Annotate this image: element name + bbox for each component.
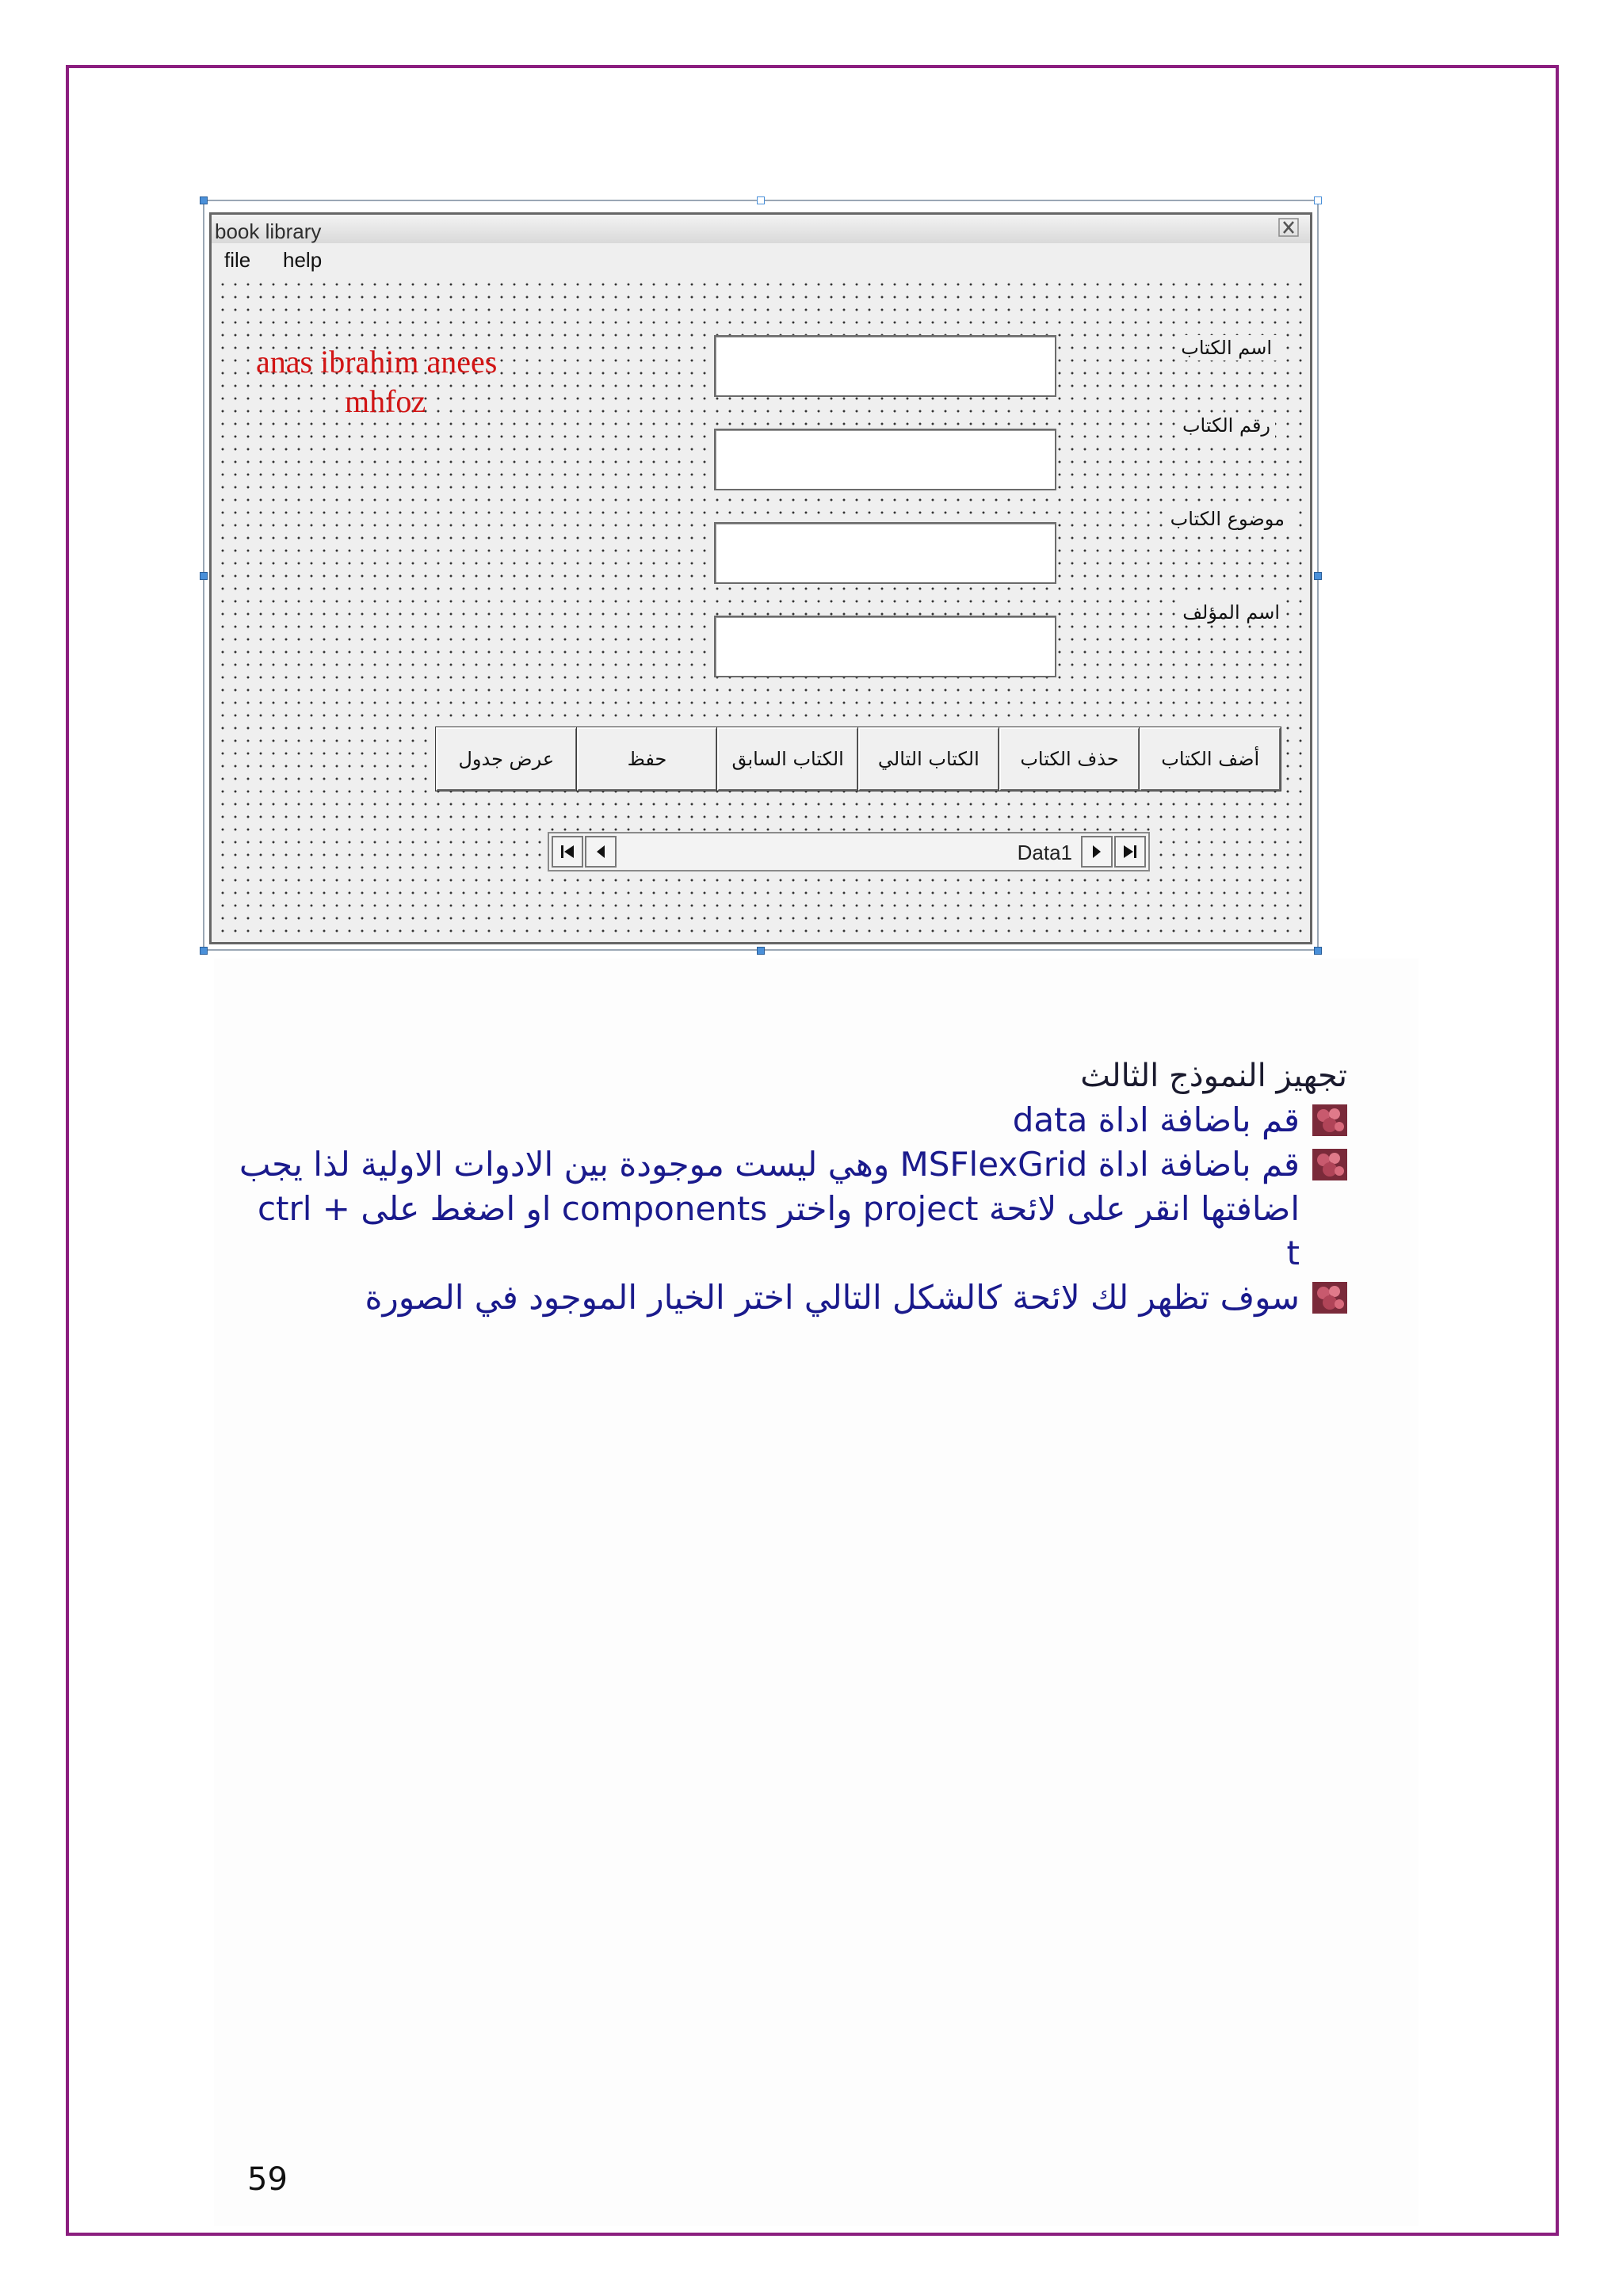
first-record-button[interactable] [552,836,583,868]
instruction-text [214,1054,1347,1320]
next-book-button[interactable]: الكتاب التالي [858,727,999,791]
book-library-form [209,212,1312,944]
bullet-text: قم باضافة اداة MSFlexGrid وهي ليست موجودة بين الادوات الاولية لذا يجب [239,1145,1300,1184]
data-control-caption: Data1 [1017,841,1072,864]
previous-record-icon [591,842,610,861]
label-book-name: اسم الكتاب [1176,335,1277,360]
add-book-button[interactable]: أضف الكتاب [1140,727,1281,791]
save-button[interactable]: حفظ [577,727,718,791]
data-control[interactable] [548,832,1150,871]
next-record-icon [1087,842,1106,861]
last-record-button[interactable] [1114,836,1146,868]
resize-handle-bottom[interactable] [757,947,765,955]
label-author-name: اسم المؤلف [1178,600,1285,625]
resize-handle-top-left[interactable] [200,196,208,204]
menu-bar [212,243,1310,275]
close-icon-glyph [1278,218,1299,237]
title-bar [212,215,1310,244]
flower-bullet-icon [1312,1149,1347,1180]
flower-bullet-icon [1312,1104,1347,1136]
previous-book-button[interactable]: الكتاب السابق [717,727,858,791]
bullet-text: قم باضافة اداة data [1012,1100,1300,1139]
textbox-book-subject[interactable] [714,522,1056,584]
delete-book-button[interactable]: حذف الكتاب [999,727,1140,791]
flower-bullet-icon [1312,1282,1347,1314]
resize-handle-bottom-left[interactable] [200,947,208,955]
bullet-item [214,1098,1347,1142]
bullet-continuation: t [1286,1234,1300,1272]
first-record-icon [558,842,577,861]
command-button-row [436,727,1281,791]
author-label-line2: mhfoz [345,383,426,419]
label-book-subject: موضوع الكتاب [1166,506,1289,532]
resize-handle-top[interactable] [757,196,765,204]
author-label-line1: anas ibrahim anees [256,344,498,379]
close-icon[interactable] [1277,218,1300,238]
form-canvas [213,275,1308,940]
form-designer [203,200,1319,951]
section-heading: تجهيز النموذج الثالث [1080,1058,1347,1094]
menu-help[interactable]: help [283,248,323,272]
bullet-text: سوف تظهر لك لائحة كالشكل التالي اختر الخيار الموجود في الصورة [365,1278,1300,1317]
resize-handle-right[interactable] [1314,572,1322,580]
next-record-button[interactable] [1081,836,1113,868]
label-book-number: رقم الكتاب [1178,413,1275,438]
previous-record-button[interactable] [585,836,617,868]
last-record-icon [1121,842,1140,861]
resize-handle-bottom-right[interactable] [1314,947,1322,955]
resize-handle-left[interactable] [200,572,208,580]
bullet-item [214,1276,1347,1320]
menu-file[interactable]: file [224,248,251,272]
bullet-item [214,1142,1347,1187]
page-number: 59 [247,2161,288,2198]
resize-handle-top-right[interactable] [1314,196,1322,204]
bullet-continuation: اضافتها انقر على لائحة project واختر components او اضغط على + ctrl [257,1189,1300,1228]
textbox-author-name[interactable] [714,616,1056,677]
textbox-book-name[interactable] [714,335,1056,397]
window-title: book library [215,219,322,243]
show-table-button[interactable]: عرض جدول [436,727,577,791]
textbox-book-number[interactable] [714,429,1056,490]
